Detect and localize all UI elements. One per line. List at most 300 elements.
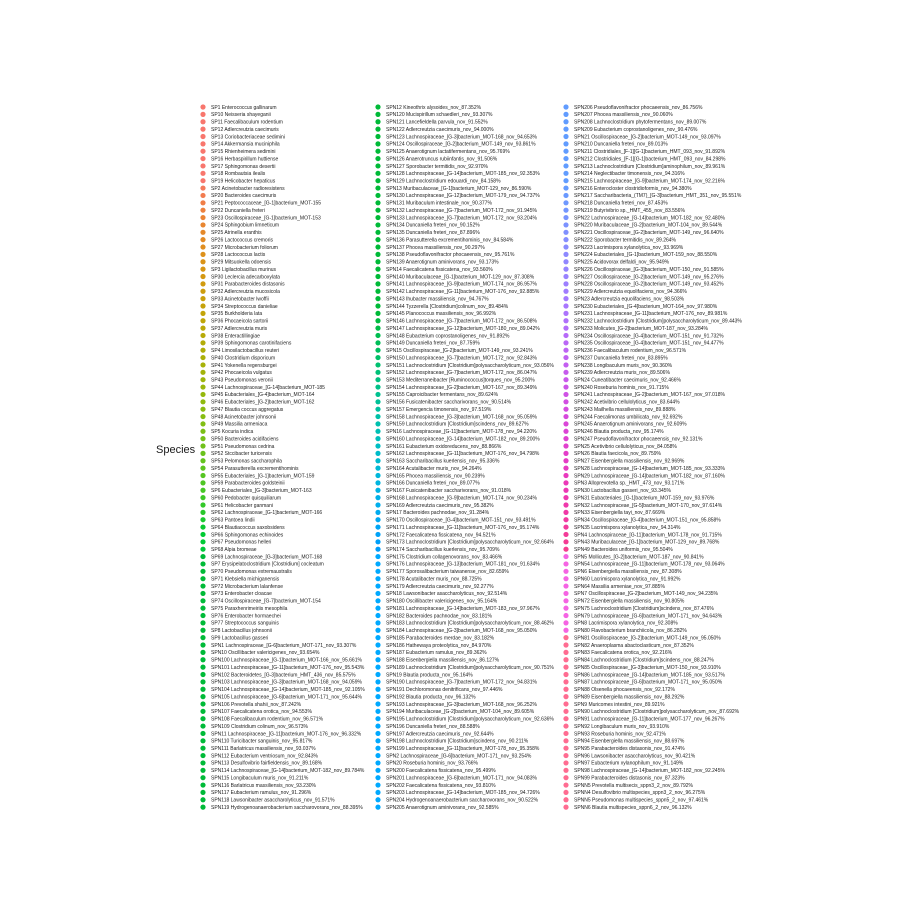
legend-label: SPN178 Acutalibacter muris_nov_88.725% — [386, 576, 482, 583]
legend-label: SPN228 Oscillospiraceae_[G-2]bacterium_MOT-149_nov_93.452% — [574, 281, 724, 288]
legend-key — [200, 532, 205, 537]
legend-label: SPN31 Eubacteriales_[G-1]bacterium_MOT-159_nov_93.976% — [574, 495, 715, 502]
legend-label: SPN212 Clostridiales_[F-1][G-1]bacterium_HMT_093_nov_84.298% — [574, 156, 726, 163]
legend-key — [563, 119, 568, 124]
legend-label: SP40 Clostridium disporicum — [211, 355, 276, 362]
legend-label: SPN160 Lachnospiraceae_[G-14]bacterium_MOT-182_nov_89.200% — [386, 436, 540, 443]
legend-key — [200, 583, 205, 588]
legend-label: SP41 Yokenella regensburgei — [211, 362, 277, 369]
legend-label: SPN13 Muribaculaceae_[G-1]bacterium_MOT-129_nov_86.590% — [386, 185, 532, 192]
legend-label: SPN130 Lachnospiraceae_[G-12]bacterium_MOT-179_nov_94.737% — [386, 193, 540, 200]
legend-key — [563, 200, 568, 205]
legend-label: SPN154 Lachnospiraceae_[G-2]bacterium_MOT-167_nov_89.349% — [386, 384, 537, 391]
legend-key — [375, 185, 380, 190]
legend-key — [375, 480, 380, 485]
legend-label: SP61 Helicobacter ganmani — [211, 502, 273, 509]
legend-label: SP60 Pedobacter quisquiliarum — [211, 495, 282, 502]
legend-label: SPN190 Lachnospiraceae_[G-7]bacterium_MOT-172_nov_94.831% — [386, 679, 537, 686]
legend-key — [200, 392, 205, 397]
legend-key — [200, 510, 205, 515]
legend-key — [563, 775, 568, 780]
legend-key — [375, 252, 380, 257]
legend-key — [375, 591, 380, 596]
legend-key — [375, 119, 380, 124]
legend-key — [200, 458, 205, 463]
legend-label: SPN173 Lachnoclostridium [Clostridium]polysaccharolyticum_nov_92.664% — [386, 539, 554, 546]
legend-key — [375, 296, 380, 301]
legend-label: SPN210 Duncaniella freteri_nov_89.013% — [574, 141, 668, 148]
legend-label: SPNN5 Prevotella multisecis_sppn3_2_nov_89.792% — [574, 782, 693, 789]
legend-key — [375, 451, 380, 456]
legend-key — [200, 620, 205, 625]
legend-label: SP62 Lachnospiraceae_[G-1]bacterium_MOT-166 — [211, 510, 323, 517]
legend-key — [563, 252, 568, 257]
legend-key — [200, 208, 205, 213]
legend-key — [200, 267, 205, 272]
legend-key — [563, 517, 568, 522]
legend-key — [375, 524, 380, 529]
legend-label: SP54 Parasutterella excrementihominis — [211, 465, 299, 472]
legend-key — [200, 370, 205, 375]
legend-key — [200, 628, 205, 633]
legend-key — [375, 547, 380, 552]
legend-label: SPN247 Pseudoflavonifractor phocaeensis_nov_92.131% — [574, 436, 703, 443]
legend-label: SPN152 Lachnospiraceae_[G-7]bacterium_MOT-172_nov_86.047% — [386, 370, 537, 377]
legend-key — [375, 222, 380, 227]
legend-label: SPN156 Fusicatenibacter saccharivorans_nov_90.514% — [386, 399, 512, 406]
legend-key — [200, 421, 205, 426]
legend-key — [375, 716, 380, 721]
legend-label: SPN112 Eubacterium ventriosum_nov_92.843% — [211, 753, 318, 760]
legend-key — [200, 524, 205, 529]
legend-label: SPN8 Lacrimispora xylanolytica_nov_92.308% — [574, 620, 678, 627]
legend-label: SP70 Pseudomonas extremaustralis — [211, 569, 292, 576]
legend-label: SP6 Eubacteriales_[G-3]bacterium_MOT-163 — [211, 488, 312, 495]
legend-label: SPN115 Longibaculum muris_nov_91.211% — [211, 775, 309, 782]
legend-key — [375, 414, 380, 419]
legend-label: SP1 Enterococcus gallinarum — [211, 104, 277, 111]
legend-key — [375, 753, 380, 758]
legend-key — [200, 561, 205, 566]
legend-label: SPN218 Duncaniella freteri_nov_87.453% — [574, 200, 668, 207]
legend-label: SPN155 Caproicibacter fermentans_nov_89.624% — [386, 392, 499, 399]
legend-label: SPN119 Hydrogenoanaerobacterium saccharovorans_nov_88.395% — [211, 804, 363, 811]
legend-key — [563, 163, 568, 168]
legend-label: SPN11 Lachnospiraceae_[G-11]bacterium_MOT-176_nov_96.332% — [211, 731, 362, 738]
legend-label: SPN18 Lawsonibacter asaccharolyticus_nov_92.514% — [386, 591, 508, 598]
legend-key — [200, 709, 205, 714]
legend-key — [563, 731, 568, 736]
legend-key — [200, 731, 205, 736]
legend-key — [375, 539, 380, 544]
legend-key — [375, 569, 380, 574]
legend-key — [200, 414, 205, 419]
legend-key — [563, 576, 568, 581]
legend-label: SPN1 Lachnospiraceae_[G-6]bacterium_MOT-171_nov_93.307% — [211, 642, 357, 649]
legend-key — [563, 362, 568, 367]
legend-key — [200, 701, 205, 706]
legend-key — [563, 399, 568, 404]
legend-label: SP48 Acinetobacter johnsonii — [211, 414, 277, 421]
legend-key — [375, 355, 380, 360]
legend-label: SPN180 Oscillibacter valericigenes_nov_95.164% — [386, 598, 498, 605]
legend-key — [375, 738, 380, 743]
legend-label: SPN179 Adlercreutzia caecimuris_nov_92.277% — [386, 583, 494, 590]
legend-label: SPN229 Adlercreutzia equolifaciens_nov_94.366% — [574, 289, 687, 296]
legend-label: SPN168 Lachnospiraceae_[G-9]bacterium_MOT-174_nov_90.234% — [386, 495, 537, 502]
legend-key — [375, 318, 380, 323]
legend-label: SPN122 Adlercreutzia caecimuris_nov_94.000% — [386, 126, 494, 133]
legend-key — [563, 480, 568, 485]
legend-label: SP50 Bacteroides acidifaciens — [211, 436, 279, 443]
legend-label: SPN145 Planococcus massiliensis_nov_96.992% — [386, 311, 497, 318]
legend-label: SP38 Enteractillingiae — [211, 333, 260, 340]
legend-key — [200, 665, 205, 670]
legend-key — [563, 333, 568, 338]
legend-label: SP49 Massilia armeniaca — [211, 421, 268, 428]
legend-key — [563, 311, 568, 316]
legend-label: SP72 Microbacterium lalanfense — [211, 583, 283, 590]
legend-key — [200, 738, 205, 743]
legend-label: SP75 Paraxhenrimeiriis mesophila — [211, 605, 288, 612]
legend-key — [563, 466, 568, 471]
legend-label: SP69 Lachnospiraceae_[G-3]bacterium_MOT-168 — [211, 554, 323, 561]
legend-key — [375, 466, 380, 471]
legend-label: SPN22 Lachnospiraceae_[G-14]bacterium_MOT-182_nov_92.480% — [574, 215, 725, 222]
legend-key — [563, 495, 568, 500]
legend-label: SP68 Alpia bromeae — [211, 547, 257, 553]
legend-label: SPN89 Eisenbergiella massiliensis_nov_88.292% — [574, 694, 685, 701]
legend-label: SP64 Blautiacoccus saxobsidens — [211, 524, 285, 531]
legend-label: SPN20 Roseburia hominis_nov_93.766% — [386, 760, 479, 767]
legend-key — [563, 768, 568, 773]
legend-label: SPN113 Desulfovibrio fairfieldensis_nov_89.168% — [211, 760, 323, 767]
legend-key — [563, 598, 568, 603]
legend-key — [563, 782, 568, 787]
legend-label: SP27 Microbacterium foliorum — [211, 244, 278, 251]
legend-label: SPN241 Lachnospiraceae_[G-2]bacterium_MOT-167_nov_97.018% — [574, 392, 725, 399]
legend-label: SPN146 Lachnospiraceae_[G-7]bacterium_MOT-172_nov_86.508% — [386, 318, 537, 325]
legend-key — [563, 237, 568, 242]
legend-key — [563, 797, 568, 802]
legend-label: SPN143 Ihubacter massiliensis_nov_94.767% — [386, 296, 489, 303]
legend-key — [375, 193, 380, 198]
legend-label: SPN123 Lachnospiraceae_[G-3]bacterium_MOT-168_nov_94.653% — [386, 134, 537, 141]
legend-label: SPN64 Massilia armeniae_nov_97.885% — [574, 583, 665, 590]
legend-label: SPN201 Lachnospiraceae_[G-6]bacterium_MOT-171_nov_94.083% — [386, 775, 537, 782]
legend-label: SPN213 Lachnoclostridium [Clostridium]aminophilum_nov_89.961% — [574, 163, 726, 170]
legend-label: SPN142 Lachnospiraceae_[G-11]bacterium_MOT-176_nov_92.885% — [386, 289, 540, 296]
legend-key — [563, 569, 568, 574]
legend-label: SPN105 Lachnospiraceae_[G-6]bacterium_MOT-171_nov_95.644% — [211, 694, 362, 701]
legend-key — [200, 443, 205, 448]
legend-label: SP32 Adlercreutzia mucosicola — [211, 289, 280, 296]
legend-label: SPN79 Lachnospiraceae_[G-6]bacterium_MOT-171_nov_94.643% — [574, 613, 723, 620]
legend-label: SPN232 Lachnoclostridium [Clostridium]polysaccharolyticum_nov_89.443% — [574, 318, 742, 325]
legend-label: SPN10 Oscillibacter valericigenes_nov_93.654% — [211, 650, 320, 657]
legend-key — [563, 421, 568, 426]
legend-label: SPN111 Barlatricus massiliensis_nov_93.037% — [211, 745, 316, 752]
legend-key — [200, 613, 205, 618]
legend-label: SPN208 Lachnoclostridium phytofermentans_nov_89.007% — [574, 119, 707, 126]
legend-key — [375, 701, 380, 706]
legend-key — [375, 797, 380, 802]
legend-key — [200, 723, 205, 728]
legend-key — [200, 768, 205, 773]
legend-label: SPN101 Lachnospiraceae_[G-11]bacterium_MOT-176_nov_95.543% — [211, 664, 365, 671]
legend-label: SP20 Bacteroides caecimuris — [211, 193, 277, 200]
legend-key — [375, 665, 380, 670]
legend-label: SPN234 Oscillospiraceae_[G-4]bacterium_MOT-151_nov_91.732% — [574, 333, 724, 340]
legend-key — [200, 679, 205, 684]
legend-key — [200, 473, 205, 478]
legend-key — [375, 687, 380, 692]
legend-label: SPN54 Lachnospiraceae_[G-11]bacterium_MOT-178_nov_93.064% — [574, 561, 725, 568]
legend-label: SPN135 Duncaniella freteri_nov_87.896% — [386, 230, 480, 237]
legend-key — [375, 208, 380, 213]
legend-label: SP7 Erysipelatoclostridium [Clostridium] cocleatum — [211, 561, 324, 568]
legend-key — [375, 259, 380, 264]
legend-key — [563, 318, 568, 323]
legend-key — [563, 215, 568, 220]
legend-key — [563, 414, 568, 419]
legend-label: SPN205 Anaerotignum aminivorans_nov_92.585% — [386, 804, 499, 811]
legend-key — [200, 797, 205, 802]
legend-key — [375, 694, 380, 699]
legend-key — [563, 687, 568, 692]
legend-label: SPN91 Lachnospiraceae_[G-11]bacterium_MOT-177_nov_96.267% — [574, 716, 725, 723]
legend-label: SPN117 Eubacterium ramulus_nov_91.296% — [211, 790, 312, 797]
legend-label: SPN95 Parabacteroides distasonis_nov_91.474% — [574, 745, 685, 752]
legend-key — [563, 429, 568, 434]
legend-key — [200, 193, 205, 198]
legend-key — [200, 149, 205, 154]
legend-key — [200, 303, 205, 308]
legend-label: SPN186 Hathewaya proteolytica_nov_84.970% — [386, 642, 492, 649]
legend-key — [200, 753, 205, 758]
legend-label: SPN237 Duncaniella freteri_nov_83.895% — [574, 355, 668, 362]
legend-label: SPN188 Eisenbergiella massiliensis_nov_86.127% — [386, 657, 500, 664]
legend-label: SPN88 Olsenella phocaeensis_nov_92.172% — [574, 687, 675, 694]
legend-key — [200, 185, 205, 190]
legend-label: SPN230 Eubacteriales_[G-4]bacterium_MOT-164_nov_97.980% — [574, 303, 718, 310]
legend-key — [375, 429, 380, 434]
legend-column-1 — [200, 104, 365, 811]
legend-key — [375, 598, 380, 603]
legend-key — [375, 370, 380, 375]
legend-key — [563, 267, 568, 272]
legend-key — [200, 289, 205, 294]
legend-label: SPN15 Oscillospiraceae_[G-2]bacterium_MOT-149_nov_93.241% — [386, 348, 533, 355]
legend-key — [200, 598, 205, 603]
legend-label: SPN138 Pseudoflavonifractor phocaeensis_nov_95.761% — [386, 252, 515, 259]
legend-label: SPN214 Neglectibacter timonensis_nov_94.316% — [574, 171, 685, 178]
legend-label: SPN23 Adlercreutzia equolifaciens_nov_98.503% — [574, 296, 685, 303]
legend-key — [375, 606, 380, 611]
legend-key — [375, 628, 380, 633]
legend-label: SPN207 Phocea massiliensis_nov_90.060% — [574, 112, 673, 119]
legend-key — [563, 303, 568, 308]
legend-key — [375, 112, 380, 117]
legend-label: SPN94 Eisenbergiella massiliensis_nov_88.697% — [574, 738, 685, 745]
legend-label: SPN109 Clostridium colinum_nov_96.573% — [211, 723, 308, 730]
legend-label: SPN99 Parabacteroides distasonis_nov_87.323% — [574, 775, 685, 782]
legend-key — [563, 746, 568, 751]
legend-label: SPN200 Faecalicatena fissicatena_nov_95.499% — [386, 768, 496, 775]
legend-key — [200, 362, 205, 367]
legend-key — [563, 539, 568, 544]
legend-label: SPN12 Kineothrix alysoides_nov_87.352% — [386, 104, 482, 111]
legend-key — [200, 451, 205, 456]
legend-label: SPN164 Acutalibacter muris_nov_94.264% — [386, 465, 482, 472]
legend-key — [375, 362, 380, 367]
legend-key — [563, 561, 568, 566]
legend-key — [200, 466, 205, 471]
legend-key — [200, 805, 205, 810]
legend-key — [200, 436, 205, 441]
legend-key — [563, 370, 568, 375]
legend-label: SPN149 Duncaniella freteri_nov_87.759% — [386, 340, 480, 347]
legend-label: SP37 Adlercreutzia muris — [211, 325, 268, 332]
legend-key — [563, 473, 568, 478]
legend-key — [375, 583, 380, 588]
legend-key — [375, 311, 380, 316]
legend-label: SPN220 Muribaculaceae_[G-2]bacterium_MOT-104_nov_89.544% — [574, 222, 723, 229]
legend-label: SPN35 Lacrimispora xylanolytica_nov_94.314% — [574, 524, 681, 531]
legend-label: SPN246 Blautia producta_nov_95.174% — [574, 429, 664, 436]
legend-label: SPN128 Lachnospiraceae_[G-14]bacterium_MOT-185_nov_92.353% — [386, 171, 540, 178]
legend-label: SPN137 Phocea massiliensis_nov_90.297% — [386, 244, 485, 251]
legend-label: SPN172 Faecalicatena fissicatena_nov_94.521% — [386, 532, 496, 539]
legend-label: SPN217 Saccharibacteria_(TM7)_[G-3]bacterium_HMT_351_nov_95.551% — [574, 193, 742, 200]
legend-label: SP53 Pelomonas saccharophila — [211, 458, 282, 465]
legend-key — [200, 687, 205, 692]
legend-label: SPN174 Saccharibacillus kuerlensis_nov_95.709% — [386, 547, 500, 553]
legend-key — [200, 259, 205, 264]
legend-label: SPN26 Blautia faecicola_nov_89.759% — [574, 451, 662, 458]
legend-label: SPN195 Lachnoclostridium [Clostridium]polysaccharolyticum_nov_92.636% — [386, 716, 554, 723]
legend-label: SPN176 Lachnospiraceae_[G-13]bacterium_MOT-181_nov_91.634% — [386, 561, 540, 568]
legend-label: SPN103 Lachnospiraceae_[G-3]bacterium_MOT-168_nov_94.059% — [211, 679, 362, 686]
legend-key — [200, 539, 205, 544]
legend-key — [563, 679, 568, 684]
legend-key — [563, 502, 568, 507]
legend-key — [375, 289, 380, 294]
legend-key — [375, 340, 380, 345]
legend-key — [563, 591, 568, 596]
legend-label: SPN222 Sporobacter termitidis_nov_89.264% — [574, 237, 677, 244]
legend-key — [375, 399, 380, 404]
legend-key — [200, 104, 205, 109]
legend-label: SPN225 Acidovorax delfaldi_nov_95.949% — [574, 259, 670, 266]
legend-label: SP74 Oscillospiraceae_[G-7]bacterium_MOT-154 — [211, 598, 321, 605]
legend-key — [375, 679, 380, 684]
legend-label: SP11 Faecalibaculum rodentium — [211, 119, 283, 126]
legend-key — [200, 782, 205, 787]
legend-key — [563, 635, 568, 640]
legend-label: SPN242 Acetivibrio cellulolyticus_nov_83.644% — [574, 399, 680, 406]
legend-label: SPN19 Blautia producta_nov_95.164% — [386, 672, 473, 679]
legend-key — [563, 171, 568, 176]
legend-label: SP35 Burkholderia lata — [211, 311, 263, 318]
legend-key — [563, 524, 568, 529]
legend-key — [563, 709, 568, 714]
legend-key — [563, 738, 568, 743]
legend-key — [375, 672, 380, 677]
legend-label: SPN125 Anaerotignum lactatifermentans_nov_95.769% — [386, 149, 510, 156]
legend-label: SPN120 Mucispirillum schaedleri_nov_93.307% — [386, 112, 493, 119]
legend-key — [200, 642, 205, 647]
legend-label: SPN243 Mailhella massiliensis_nov_89.888% — [574, 406, 676, 413]
legend-label: SPN216 Enterocloster clostridioformis_nov_94.380% — [574, 185, 692, 192]
legend-label: SPN177 Sporosalibacterium taiwanense_nov_82.659% — [386, 569, 509, 576]
legend-key — [375, 510, 380, 515]
legend-label: SPNN4 Desulfovibrio multispecies_sppn3_2_nov_96.275% — [574, 790, 706, 797]
legend-label: SPN104 Lachnospiraceae_[G-14]bacterium_MOT-185_nov_92.105% — [211, 687, 365, 694]
legend-label: SP46 Eubacteriales_[G-2]bacterium_MOT-162 — [211, 399, 315, 406]
legend-key — [563, 384, 568, 389]
legend-key — [200, 480, 205, 485]
legend-key — [200, 178, 205, 183]
legend-label: SPN21 Oscillospiraceae_[G-2]bacterium_MOT-149_nov_93.097% — [574, 134, 721, 141]
legend-key — [375, 576, 380, 581]
legend-label: SPN124 Oscillospiraceae_[G-2]bacterium_MOT-149_nov_93.861% — [386, 141, 536, 148]
legend-column-3 — [563, 104, 742, 811]
legend-key — [563, 606, 568, 611]
legend-key — [200, 635, 205, 640]
legend-key — [375, 230, 380, 235]
legend-label: SP28 Lactococcus lactis — [211, 252, 266, 259]
legend-key — [563, 193, 568, 198]
legend-label: SPN159 Lachnoclostridium [Clostridium]scindens_nov_89.627% — [386, 421, 529, 428]
legend-label: SP17 Sphingomonas desertii — [211, 163, 276, 170]
legend-key — [200, 318, 205, 323]
legend-label: SPN80 Flavobacterium branchiicola_nov_86.282% — [574, 628, 687, 635]
legend-label: SPN233 Molicutes_[G-2]bacterium_MOT-187_nov_93.284% — [574, 325, 708, 332]
legend-label: SPN226 Oscillospiraceae_[G-3]bacterium_MOT-150_nov_91.585% — [574, 266, 724, 273]
legend-label: SP2 Acinetobacter radioresistens — [211, 185, 285, 192]
legend-label: SPN127 Sporobacter termitidis_nov_92.970% — [386, 163, 489, 170]
legend-label: SPN139 Anaerotignum aminivorans_nov_93.173% — [386, 259, 499, 266]
legend-title: Species — [156, 444, 196, 456]
legend-key — [563, 694, 568, 699]
legend-key — [375, 200, 380, 205]
legend-key — [375, 775, 380, 780]
legend-key — [200, 746, 205, 751]
legend-key — [375, 267, 380, 272]
legend-label: SPN231 Lachnospiraceae_[G-11]bacterium_MOT-176_nov_89.981% — [574, 311, 728, 318]
legend-key — [200, 606, 205, 611]
legend-key — [563, 532, 568, 537]
legend-label: SPN185 Parabacteroides merdae_nov_83.182% — [386, 635, 495, 642]
legend-key — [563, 458, 568, 463]
legend-key — [563, 185, 568, 190]
legend-key — [200, 274, 205, 279]
legend-label: SP21 Peptococcaceae_[G-1]bacterium_MOT-155 — [211, 200, 322, 207]
legend-label: SPN5 Mollicutes_[G-2]bacterium_MOT-187_nov_90.841% — [574, 554, 704, 561]
legend-label: SP22 Duncaniella freteri — [211, 207, 265, 214]
legend-key — [200, 384, 205, 389]
legend-key — [563, 355, 568, 360]
legend-label: SPN209 Eubacterium coprostanoligenes_nov_90.476% — [574, 126, 698, 133]
legend-key — [200, 399, 205, 404]
legend-key — [200, 488, 205, 493]
legend-key — [563, 281, 568, 286]
legend-key — [563, 547, 568, 552]
legend-label: SPN86 Lachnospiraceae_[G-14]bacterium_MOT-185_nov_93.517% — [574, 672, 725, 679]
legend-label: SPN198 Lachnoclostridium [Clostridium]scindens_nov_90.211% — [386, 738, 529, 745]
legend-label: SP3 Ligilactobacillus murinus — [211, 266, 277, 273]
